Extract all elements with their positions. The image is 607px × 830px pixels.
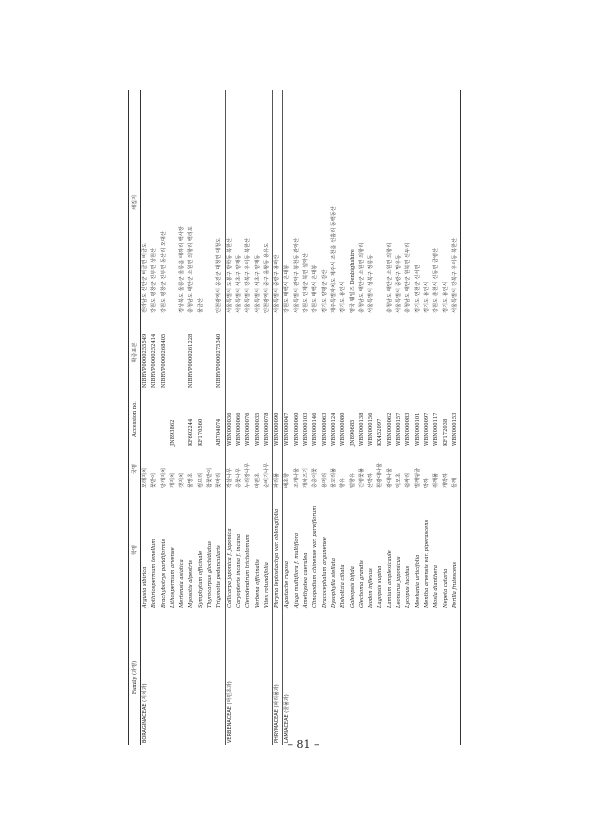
locality-cell: 인천광역시 옹진군 대청면 대청도 — [216, 237, 223, 313]
accession-cell: WBN000076 — [245, 412, 252, 446]
table-row — [451, 90, 461, 745]
korean-name-cell: 개차즈기 — [303, 467, 310, 488]
voucher-cell: NIBRVP0000252414 — [151, 333, 158, 388]
locality-cell: 서울특별시 서초구 양재동 — [254, 254, 261, 313]
korean-name-cell: 파리풀 — [273, 448, 283, 490]
voucher-cell: NIBRVP0000268405 — [160, 333, 167, 388]
locality-cell: 영국 웨일즈 Denbighshire — [349, 249, 356, 313]
scientific-name-cell: Lycopus lucidus — [405, 565, 412, 608]
table-row — [235, 90, 244, 745]
family-cell — [160, 610, 169, 745]
korean-name-cell: 향유 — [340, 477, 347, 488]
family-cell — [432, 610, 441, 745]
korean-name-cell: 당개지치 — [160, 467, 167, 488]
accession-cell: WBN000156 — [368, 412, 375, 446]
table-row — [206, 90, 215, 745]
family-cell — [197, 610, 206, 745]
table-row — [187, 90, 196, 745]
locality-cell: 인천광역시 중구 을왕동 용유도 — [263, 242, 270, 313]
voucher-cell: NIBRVP0000255549 — [142, 333, 148, 388]
locality-cell — [206, 90, 215, 315]
locality-cell: 서울특별시 강북구 우이동 북한산 — [451, 237, 458, 313]
voucher-cell — [349, 315, 358, 390]
voucher-cell — [197, 315, 206, 390]
voucher-cell — [178, 315, 187, 390]
locality-cell: 물금산 — [197, 297, 204, 313]
accession-cell: WBN000101 — [414, 412, 421, 446]
table-row — [293, 90, 302, 745]
family-cell — [386, 610, 395, 745]
voucher-cell — [321, 315, 330, 390]
korean-name-cell: 참꽃받이 — [207, 467, 214, 488]
scientific-name-cell: Ajuga multiflora f. multiflora — [293, 532, 300, 608]
accession-cell: WBN000138 — [358, 412, 365, 446]
scientific-name-cell: Lagopsis supina — [377, 565, 384, 608]
voucher-cell — [414, 315, 423, 390]
locality-cell: 서울특별시 강북구 우이동 북한산 — [245, 237, 252, 313]
family-cell — [254, 610, 263, 745]
locality-cell: 서울특별시 중랑구 용마산 — [273, 90, 283, 315]
header-voucher: 확증표본 — [132, 342, 138, 363]
korean-name-cell: 갯지치 — [179, 472, 186, 488]
accession-cell — [150, 390, 159, 448]
accession-cell: WBN000080 — [340, 412, 347, 446]
table-row — [376, 90, 385, 745]
korean-name-cell: 흰광대나물 — [377, 462, 384, 488]
scientific-name-cell: Elsholtzia ciliata — [340, 564, 347, 608]
voucher-cell — [225, 315, 235, 390]
voucher-cell — [386, 315, 395, 390]
voucher-cell — [432, 315, 441, 390]
korean-name-cell: 개박하 — [442, 472, 449, 488]
locality-cell: 서울특별시 중랑구 망우동 — [396, 254, 403, 313]
korean-name-cell: 꽃마리 — [216, 472, 223, 488]
korean-name-cell: 개지치 — [169, 472, 176, 488]
table-row — [330, 90, 339, 745]
korean-name-cell: 긴병꽃풀 — [358, 467, 365, 488]
table-row — [404, 90, 413, 745]
family-cell — [187, 610, 196, 745]
accession-cell: WBN000157 — [396, 412, 403, 446]
family-cell — [395, 610, 404, 745]
accession-cell: JN890685 — [349, 419, 356, 446]
locality-cell: 제주특별자치도 제주시 조천읍 선흘리 동백동산 — [330, 206, 337, 313]
korean-name-cell: 꽃받이 — [151, 472, 158, 488]
korean-name-cell: 산박하 — [368, 472, 375, 488]
table-row — [442, 90, 451, 745]
family-cell — [244, 610, 253, 745]
voucher-cell — [395, 315, 404, 390]
table-row — [386, 90, 395, 745]
scientific-name-cell: Lithospermum arvense — [169, 547, 176, 608]
voucher-cell — [442, 315, 451, 390]
accession-cell: JN893862 — [169, 419, 176, 446]
locality-cell: 서울특별시 관악구 봉천동 관악산 — [293, 237, 300, 313]
scientific-name-cell: Clerodendrum trichotomum — [245, 534, 252, 608]
locality-cell: 서울특별시 성북구 정릉동 — [368, 254, 375, 313]
table-row — [169, 90, 178, 745]
table-row — [367, 90, 376, 745]
table-row — [254, 90, 263, 745]
accession-cell: WBN000153 — [451, 412, 458, 446]
accession-cell: KF170560 — [197, 418, 204, 446]
table-row — [283, 90, 293, 745]
scientific-name-cell: Galeopsis bifida — [349, 566, 356, 608]
family-cell — [367, 610, 376, 745]
locality-cell: 강원도 춘천시 신동면 금병산 — [433, 247, 440, 313]
accession-cell: AB704074 — [216, 418, 223, 446]
korean-name-cell: 박하 — [423, 477, 430, 488]
family-cell — [235, 610, 244, 745]
accession-cell: WBN000036 — [225, 390, 235, 448]
scientific-name-cell: Myosotis alpestris — [188, 560, 195, 608]
locality-cell: 충청남도 태안군 원북면 신두리 — [405, 242, 412, 313]
voucher-cell — [376, 315, 385, 390]
family-cell: LAMIACEAE (꿀풀과) — [283, 610, 293, 745]
family-cell — [178, 610, 187, 745]
korean-name-cell: 누리장나무 — [245, 462, 252, 488]
korean-name-cell: 털향유 — [349, 472, 356, 488]
korean-name-cell: 작살나무 — [225, 448, 235, 490]
scientific-name-cell: Brachybotrys paridiformis — [160, 538, 167, 608]
header-scientific-name: 학명 — [132, 544, 138, 556]
locality-cell: 전라남도 신안군 비금면 비금도 — [142, 242, 148, 313]
locality-cell: 서울특별시 도봉구 방학동 북한산 — [225, 90, 235, 315]
locality-cell: 강원도 태백시 은대봉 — [312, 264, 319, 313]
voucher-cell: NIBRVP0000275340 — [216, 333, 223, 388]
scientific-name-cell: Leonurus japonicus — [396, 556, 403, 608]
locality-cell: 경기도 용인시 — [423, 281, 430, 313]
table-row — [339, 90, 348, 745]
voucher-cell — [404, 315, 413, 390]
scientific-name-cell: Mosla dianthera — [433, 565, 440, 608]
scientific-name-cell: Symphytum officinale — [197, 550, 204, 608]
family-cell — [339, 610, 348, 745]
scientific-name-cell: Mentha arvensis var. piperascens — [423, 519, 430, 608]
voucher-cell — [451, 315, 461, 390]
table-row — [215, 90, 225, 745]
locality-cell: 충청남도 태안군 소원면 의항리 — [358, 242, 365, 313]
voucher-cell — [254, 315, 263, 390]
scientific-name-cell: Dracocephalum argunense — [321, 537, 328, 608]
voucher-cell — [302, 315, 311, 390]
table-row — [160, 90, 169, 745]
korean-name-cell: 쉽싸리 — [405, 472, 412, 488]
voucher-cell — [244, 315, 253, 390]
table-row — [263, 90, 273, 745]
family-cell — [349, 610, 358, 745]
family-cell — [302, 610, 311, 745]
family-cell — [263, 610, 273, 745]
family-cell — [311, 610, 320, 745]
accession-cell: KX452097 — [377, 418, 384, 446]
locality-cell — [169, 90, 178, 315]
scientific-name-cell: Dysophylla stellata — [330, 558, 337, 608]
locality-cell — [376, 90, 385, 315]
accession-cell: WBN000078 — [263, 412, 270, 446]
scientific-name-cell: Thyrocarpus glochidiatus — [207, 541, 214, 608]
locality-cell: 경기도 연천군 신서면 — [414, 264, 421, 313]
korean-name-cell: 층꽃나무 — [235, 467, 242, 488]
scientific-name-cell: Perilla frutescens — [451, 561, 458, 608]
locality-cell: 경기도 용인시 — [442, 281, 449, 313]
voucher-cell — [367, 315, 376, 390]
accession-cell — [206, 390, 215, 448]
accession-cell: WBN000146 — [312, 412, 319, 446]
locality-cell: 경기도 용인시 — [340, 281, 347, 313]
voucher-cell — [339, 315, 348, 390]
scientific-name-cell: Lamium amplexicaule — [386, 550, 393, 608]
table-row — [178, 90, 187, 745]
family-cell — [330, 610, 339, 745]
table-row — [432, 90, 441, 745]
accession-cell: WBN000103 — [303, 412, 310, 446]
table-row — [414, 90, 423, 745]
voucher-cell — [358, 315, 367, 390]
accession-cell: WBN000062 — [386, 412, 393, 446]
korean-name-cell: 순비기나무 — [263, 462, 270, 488]
accession-cell: WBN000035 — [254, 412, 261, 446]
table-row — [197, 90, 206, 745]
table-row — [141, 90, 151, 745]
locality-cell: 강원도 인제군 북면 설악산 — [303, 252, 310, 313]
korean-name-cell: 물꼬리풀 — [330, 467, 337, 488]
scientific-name-cell: Nepeta cataria — [442, 568, 449, 608]
scientific-name-cell: Bothriospermum tenellum — [151, 538, 158, 608]
accession-cell: WBN000060 — [293, 412, 300, 446]
table-row — [273, 90, 283, 745]
scientific-name-cell: Meehania urticifolia — [414, 554, 421, 608]
rotated-table-container — [128, 90, 553, 745]
family-cell — [414, 610, 423, 745]
voucher-cell — [311, 315, 320, 390]
table-row — [244, 90, 253, 745]
voucher-cell — [263, 315, 273, 390]
scientific-name-cell: Callicarpa japonica f. japonica — [225, 490, 235, 610]
table-row — [395, 90, 404, 745]
korean-name-cell: 들깨 — [451, 477, 458, 488]
voucher-cell — [330, 315, 339, 390]
table-row — [150, 90, 159, 745]
korean-name-cell: 층층이꽃 — [312, 467, 319, 488]
korean-name-cell: 물망초 — [188, 472, 195, 488]
scientific-name-cell: Glechoma grandis — [358, 560, 365, 608]
scientific-name-cell: Amethystea caerulea — [303, 552, 310, 608]
family-cell — [451, 610, 461, 745]
locality-cell: 강원도 평창군 진부면 동산리 오대산 — [160, 231, 167, 313]
korean-name-cell: 광대나물 — [386, 467, 393, 488]
locality-cell: 강원도 태백시 은대봉 — [283, 90, 293, 315]
table-header-row — [129, 90, 141, 745]
locality-cell: 경기도 양평군 감산 — [321, 269, 328, 313]
family-cell: PHRYMACEAE (파리풀과) — [273, 610, 283, 745]
table-row — [423, 90, 432, 745]
header-family: Family (과명) — [132, 660, 138, 695]
korean-name-cell: 마편초 — [254, 472, 261, 488]
accession-cell — [141, 390, 151, 448]
korean-name-cell: 배초향 — [283, 448, 293, 490]
accession-cell — [160, 390, 169, 448]
table-row — [321, 90, 330, 745]
voucher-cell: NIBRVP0000261228 — [188, 333, 195, 388]
family-cell: VERBENACEAE (마편초과) — [225, 610, 235, 745]
family-cell: BORAGINACEAE (지치과) — [142, 683, 148, 743]
family-cell — [169, 610, 178, 745]
family-cell — [215, 610, 225, 745]
scientific-name-cell: Verbena officinalis — [254, 559, 261, 608]
family-cell — [423, 610, 432, 745]
table-row — [302, 90, 311, 745]
family-cell — [150, 610, 159, 745]
accession-cell: KF172038 — [442, 418, 449, 446]
species-table — [128, 90, 461, 745]
header-korean-name: 국명 — [132, 463, 138, 475]
locality-cell: 서울특별시 서초구 양재동 — [235, 254, 242, 313]
scientific-name-cell: Trigonotis peduncularis — [216, 545, 223, 608]
accession-cell: WBN000047 — [283, 390, 293, 448]
accession-cell: WBN000063 — [321, 412, 328, 446]
scientific-name-cell: Isodon inflexus — [368, 568, 375, 608]
scientific-name-cell: Caryopteris incana f. incana — [235, 533, 242, 608]
accession-cell: WBN000083 — [405, 412, 412, 446]
page-number: – 81 – — [287, 738, 320, 751]
accession-cell: KF602244 — [188, 418, 195, 446]
locality-cell: 충청남도 태안군 소원면 의항리 — [386, 242, 393, 313]
table-row — [349, 90, 358, 745]
family-cell — [442, 610, 451, 745]
locality-cell: 충청남도 태안군 소원면 의항리 백리포 — [188, 226, 195, 313]
voucher-cell — [283, 315, 293, 390]
voucher-cell — [273, 315, 283, 390]
korean-name-cell: 익모초 — [396, 472, 403, 488]
table-row — [225, 90, 235, 745]
accession-cell: WBN000117 — [433, 412, 440, 446]
accession-cell: WBN000124 — [330, 412, 337, 446]
locality-cell: 경상북도 울릉군 울릉읍 태하리 백사장 — [179, 226, 186, 313]
locality-cell: 강원도 평창군 진부면 상원산 — [151, 247, 158, 313]
voucher-cell — [293, 315, 302, 390]
accession-cell: WBN000097 — [423, 412, 430, 446]
voucher-cell — [423, 315, 432, 390]
family-cell — [293, 610, 302, 745]
scientific-name-cell: Clinopodium chinense var. parviflorum — [312, 505, 319, 608]
table-body — [141, 90, 461, 745]
scientific-name-cell: Phryma leptostachya var. oblongifolia — [273, 490, 283, 610]
family-cell — [358, 610, 367, 745]
scientific-name-cell: Argusia sibirica — [142, 566, 148, 608]
scientific-name-cell: Vitex rotundifolia — [263, 562, 270, 608]
voucher-cell — [206, 315, 215, 390]
korean-name-cell: 용머리 — [321, 472, 328, 488]
table-row — [358, 90, 367, 745]
family-cell — [321, 610, 330, 745]
voucher-cell — [235, 315, 244, 390]
family-cell — [206, 610, 215, 745]
family-cell — [376, 610, 385, 745]
korean-name-cell: 컴프리 — [197, 472, 204, 488]
header-locality: 채집지 — [132, 194, 138, 211]
korean-name-cell: 모래지치 — [142, 467, 148, 488]
voucher-cell — [169, 315, 178, 390]
header-accession: Accession no. — [131, 401, 138, 437]
korean-name-cell: 벌깨덩굴 — [414, 467, 421, 488]
scientific-name-cell: Agastache rugosa — [283, 490, 293, 610]
korean-name-cell: 조개나물 — [293, 467, 300, 488]
table-row — [311, 90, 320, 745]
scientific-name-cell: Mertensia asiatica — [179, 559, 186, 608]
accession-cell — [178, 390, 187, 448]
korean-name-cell: 쥐깨풀 — [433, 472, 440, 488]
accession-cell: WBN000090 — [273, 390, 283, 448]
accession-cell: WBN000066 — [235, 412, 242, 446]
family-cell — [404, 610, 413, 745]
